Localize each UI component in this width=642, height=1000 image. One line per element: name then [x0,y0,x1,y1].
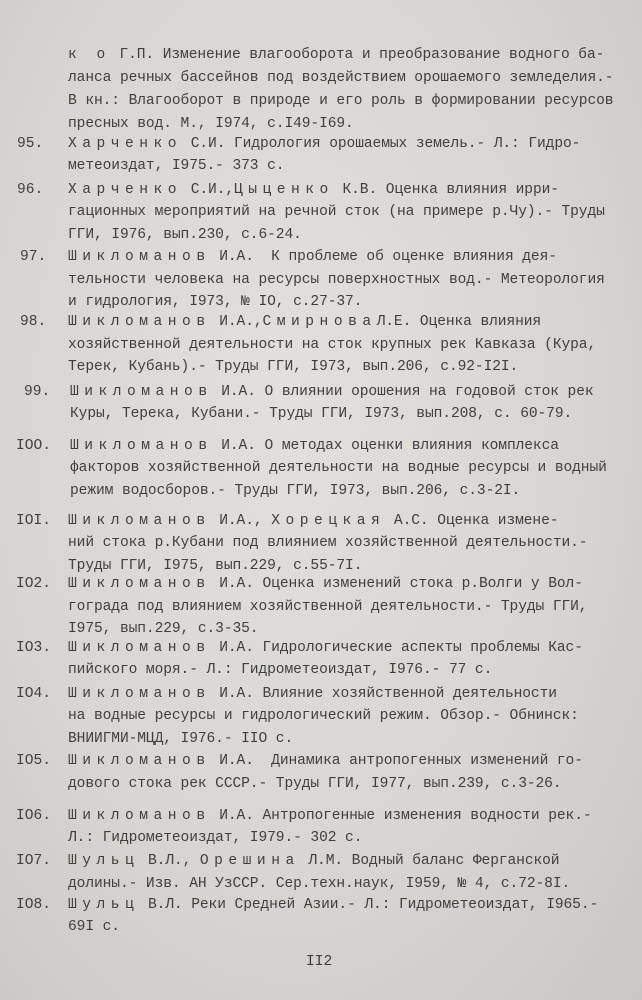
entry-line [68,115,354,133]
entry-number: 99. [24,384,51,400]
entry-line [68,707,579,725]
entry-text: пресных вод. М., I974, с.I49-I69. [68,116,354,132]
author-name: Шикломанов [68,249,211,265]
entry-text: И.А., [210,513,272,529]
author-name: Шульц [68,897,140,913]
entry-text: И.А. Влияние хозяйственной деятельности [210,686,557,702]
entry-number: 97. [20,249,47,265]
entry-number: IO4. [16,686,52,702]
entry-text: С.И. Гидрология орошаемых земель.- Л.: Гидро- [182,136,581,152]
entry-line [68,896,598,914]
entry-line [68,336,596,354]
entry-line [68,752,583,770]
entry-text: ний стока р.Кубани под влиянием хозяйственной деятельности.- [68,535,588,551]
author-name: Шикломанов [68,686,211,702]
entry-text: К.В. Оценка влияния ирри- [333,182,559,198]
author-name: Шикломанов [68,640,211,656]
entry-text: I975, вып.229, с.3-35. [68,621,259,637]
author-name: Шикломанов [70,438,213,454]
entry-line [70,405,572,423]
entry-text: долины.- Изв. АН УзССР. Сер.техн.наук, I959, № 4, с.72-8I. [68,876,571,892]
author-name: Шикломанов [68,576,211,592]
entry-text: на водные ресурсы и гидрологический режим. Обзор.- Обнинск: [68,708,579,724]
entry-text: Труды ГГИ, I975, вып.229, с.55-7I. [68,558,363,574]
entry-text: гограда под влиянием хозяйственной деятельности.- Труды ГГИ, [68,599,588,615]
entry-line [70,459,607,477]
entry-number: 96. [17,182,44,198]
author-name: Харченко [68,136,183,152]
entry-line [70,437,559,455]
entry-number: IO8. [16,897,52,913]
entry-text: Л.: Гидрометеоиздат, I979.- 302 с. [68,830,363,846]
author-name: Шикломанов [70,384,213,400]
entry-line [68,92,613,110]
entry-text: А.С. Оценка измене- [385,513,559,529]
entry-text: И.А., [210,314,263,330]
entry-line [68,293,362,311]
entry-text: ВНИИГМИ-МЦД, I976.- IIO с. [68,731,294,747]
entry-line [68,135,580,153]
entry-text: гационных мероприятий на речной сток (на примере р.Чу).- Труды [68,204,605,220]
entry-text: 69I с. [68,919,120,935]
entry-line [68,661,492,679]
author-name: Шикломанов [68,753,211,769]
entry-text: И.А. К проблеме об оценке влияния дея- [210,249,557,265]
entry-text: И.А. О методах оценки влияния комплекса [212,438,559,454]
entry-line [68,575,583,593]
entry-line [68,685,557,703]
entry-line [68,829,362,847]
author-name: Шикломанов [68,314,211,330]
entry-text: Г.П. Изменение влагооборота и преобразование водного ба- [110,47,605,63]
entry-text: В.Л., [139,853,200,869]
entry-text: Куры, Терека, Кубани.- Труды ГГИ, I973, вып.208, с. 60-79. [70,406,573,422]
entry-number: IO7. [16,853,52,869]
entry-number: 98. [20,314,47,330]
entry-text: И.А. Гидрологические аспекты проблемы Кас- [210,640,583,656]
entry-number: IO6. [16,808,52,824]
entry-line [68,557,362,575]
entry-line [68,248,557,266]
author-name: Смирнова [262,314,377,330]
author-name: Хорецкая [271,513,386,529]
author-name: к о [68,47,111,63]
entry-text: пийского моря.- Л.: Гидрометеоиздат, I976.- 77 с. [68,662,493,678]
entry-number: IOO. [16,438,52,454]
entry-number: IO5. [16,753,52,769]
entry-text: режим водосборов.- Труды ГГИ, I973, вып.206, с.3-2I. [70,483,521,499]
author-name: Шикломанов [68,513,211,529]
entry-text: ГГИ, I976, вып.230, с.6-24. [68,227,302,243]
entry-line [68,620,258,638]
entry-line [68,730,293,748]
entry-line [68,918,120,936]
entry-text: В кн.: Влагооборот в природе и его роль в формировании ресурсов [68,93,614,109]
entry-text: И.А. О влиянии орошения на годовой сток рек [212,384,594,400]
entry-text: факторов хозяйственной деятельности на водные ресурсы и водный [70,460,607,476]
entry-line [68,852,559,870]
page-number: II2 [306,954,333,970]
entry-number: IO3. [16,640,52,656]
entry-text: И.А. Динамика антропогенных изменений го- [210,753,583,769]
entry-text: В.Л. Реки Средней Азии.- Л.: Гидрометеоиздат, I965.- [139,897,599,913]
entry-text: Терек, Кубань).- Труды ГГИ, I973, вып.206, с.92-I2I. [68,359,519,375]
author-name: Орешина [199,853,300,869]
entry-number: IO2. [16,576,52,592]
entry-text: И.А. Антропогенные изменения водности рек.- [210,808,592,824]
entry-number: IOI. [16,513,52,529]
entry-text: и гидрология, I973, № IO, с.27-37. [68,294,363,310]
entry-line [70,482,520,500]
entry-text: тельности человека на ресурсы поверхностных вод.- Метеорология [68,272,605,288]
entry-line [68,875,570,893]
entry-line [68,358,518,376]
author-name: Цыценко [234,182,334,198]
entry-text: С.И., [182,182,235,198]
entry-line [68,181,559,199]
entry-text: Л.М. Водный баланс Ферганской [299,853,560,869]
author-name: Харченко [68,182,183,198]
entry-text: метеоиздат, I975.- 373 с. [68,158,285,174]
entry-line [68,271,605,289]
entry-line [68,69,613,87]
entry-line [68,534,587,552]
entry-line [68,313,541,331]
author-name: Шульц [68,853,140,869]
entry-line [68,807,592,825]
entry-line [68,775,562,793]
entry-text: ланса речных бассейнов под воздействием орошаемого земледелия.- [68,70,614,86]
entry-line [68,639,583,657]
entry-line [68,598,587,616]
author-name: Шикломанов [68,808,211,824]
entry-line [68,226,302,244]
entry-line [68,512,558,530]
entry-text: дового стока рек СССР.- Труды ГГИ, I977, вып.239, с.3-26. [68,776,562,792]
entry-line [70,383,594,401]
entry-line [68,157,284,175]
entry-text: И.А. Оценка изменений стока р.Волги у Вол- [210,576,583,592]
entry-line [68,46,604,64]
entry-number: 95. [17,136,44,152]
entry-line [68,203,605,221]
entry-text: хозяйственной деятельности на сток крупных рек Кавказа (Кура, [68,337,597,353]
entry-text: Л.Е. Оценка влияния [376,314,542,330]
